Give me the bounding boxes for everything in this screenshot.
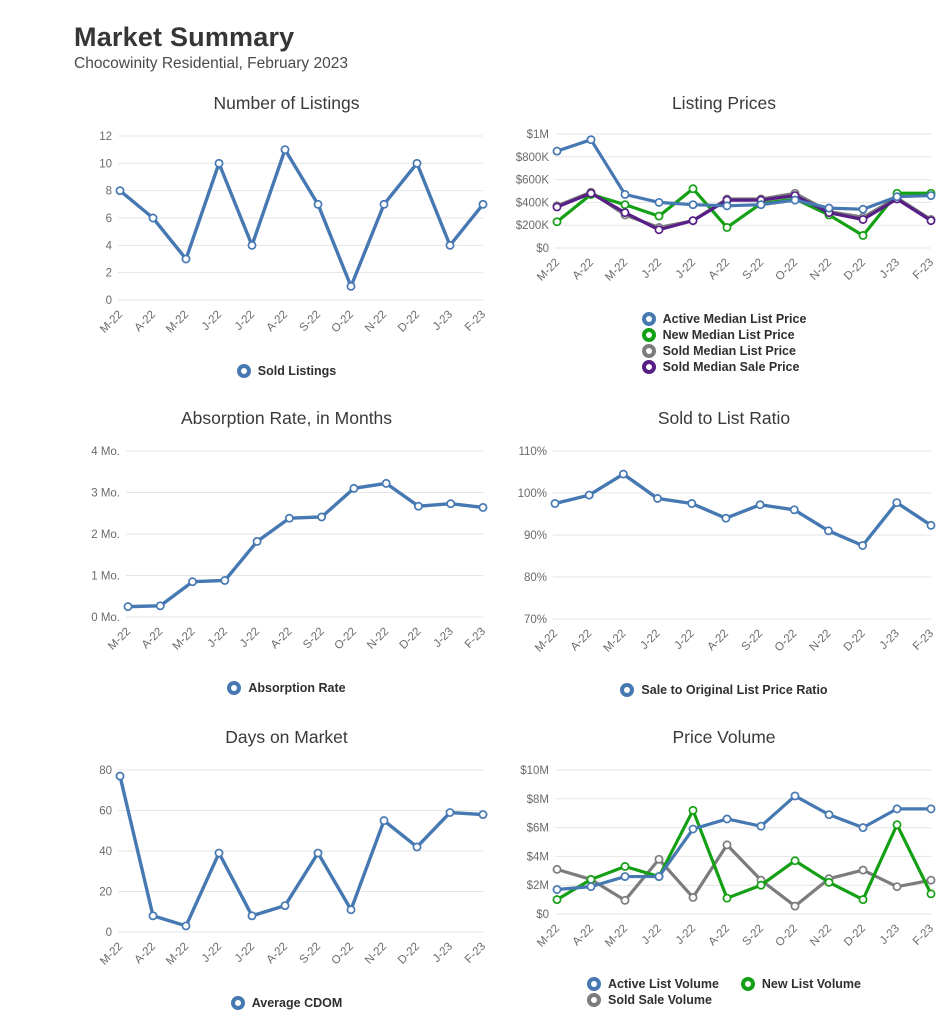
x-tick-label: D-22	[396, 940, 423, 967]
absorption-rate-plot	[74, 435, 499, 673]
data-point-marker	[723, 895, 730, 902]
x-tick-label: A-22	[570, 256, 597, 283]
x-tick-label: J-22	[639, 256, 665, 281]
y-tick-label: $8M	[526, 793, 549, 806]
x-tick-label: M-22	[164, 940, 192, 968]
chart-number-of-listings	[74, 93, 499, 378]
data-point-marker	[654, 495, 661, 502]
data-point-marker	[621, 191, 628, 198]
data-point-marker	[621, 209, 628, 216]
y-tick-label: $1M	[526, 129, 549, 141]
data-point-marker	[893, 193, 900, 200]
data-point-marker	[380, 817, 387, 824]
y-tick-label: 100%	[517, 488, 547, 500]
data-point-marker	[757, 823, 764, 830]
y-tick-label: $10M	[520, 765, 549, 777]
legend-ring-icon	[642, 328, 656, 342]
x-tick-label: J-22	[673, 922, 699, 947]
data-point-marker	[893, 883, 900, 890]
x-tick-label: M-22	[603, 922, 631, 950]
y-tick-label: 80%	[523, 572, 547, 584]
x-tick-label: M-22	[603, 256, 631, 284]
legend-item	[642, 328, 795, 342]
data-point-marker	[350, 485, 357, 492]
number-of-listings-plot	[74, 120, 499, 356]
data-point-marker	[446, 242, 453, 249]
y-tick-label: 70%	[523, 614, 547, 626]
x-tick-label: J-23	[430, 940, 456, 965]
legend-item	[642, 360, 800, 374]
y-tick-label: $400K	[515, 197, 549, 210]
y-tick-label: 2	[105, 267, 112, 280]
legend-ring-icon	[587, 993, 601, 1007]
legend-item	[741, 977, 861, 991]
legend-ring-icon	[642, 360, 656, 374]
y-tick-label: 8	[105, 185, 112, 198]
x-tick-label: D-22	[396, 308, 423, 335]
data-point-marker	[286, 515, 293, 522]
data-point-marker	[859, 542, 866, 549]
x-tick-label: S-22	[301, 625, 327, 652]
data-point-marker	[689, 201, 696, 208]
x-tick-label: N-22	[807, 627, 834, 654]
x-tick-label: N-22	[363, 940, 390, 967]
x-tick-label: J-23	[431, 625, 456, 650]
y-tick-label: $600K	[515, 174, 549, 187]
x-tick-label: J-22	[672, 627, 697, 652]
legend-item	[620, 683, 827, 697]
data-point-marker	[621, 863, 628, 870]
y-tick-label: 12	[99, 131, 112, 143]
legend-ring-icon	[642, 344, 656, 358]
x-tick-label: A-22	[568, 627, 595, 654]
data-point-marker	[479, 811, 486, 818]
data-point-marker	[553, 886, 560, 893]
x-tick-label: N-22	[808, 922, 835, 949]
data-point-marker	[689, 217, 696, 224]
x-tick-label: A-22	[570, 922, 597, 949]
data-point-marker	[825, 527, 832, 534]
data-point-marker	[621, 201, 628, 208]
data-point-marker	[927, 217, 934, 224]
chart-sold-to-list-ratio	[499, 408, 949, 697]
legend-ring-icon	[642, 312, 656, 326]
x-tick-label: A-22	[268, 625, 295, 652]
data-point-marker	[124, 603, 131, 610]
data-point-marker	[415, 503, 422, 510]
data-point-marker	[757, 201, 764, 208]
data-point-marker	[723, 202, 730, 209]
data-point-marker	[479, 504, 486, 511]
legend-item	[642, 344, 796, 358]
x-tick-label: F-23	[462, 625, 489, 651]
data-point-marker	[791, 857, 798, 864]
y-tick-label: $4M	[526, 851, 549, 864]
legend-ring-icon	[741, 977, 755, 991]
x-tick-label: J-23	[430, 308, 456, 333]
data-point-marker	[587, 876, 594, 883]
data-point-marker	[689, 825, 696, 832]
y-tick-label: 4 Mo.	[91, 446, 120, 458]
data-point-marker	[689, 185, 696, 192]
x-tick-label: M-22	[601, 627, 629, 655]
legend-ring-icon	[237, 364, 251, 378]
data-point-marker	[723, 815, 730, 822]
x-tick-label: A-22	[139, 625, 166, 652]
x-tick-label: A-22	[706, 922, 733, 949]
chart-legend	[74, 681, 499, 695]
data-point-marker	[621, 897, 628, 904]
data-point-marker	[189, 578, 196, 585]
data-point-marker	[281, 902, 288, 909]
x-tick-label: D-22	[397, 625, 424, 652]
y-tick-label: 40	[99, 846, 112, 858]
data-point-marker	[756, 501, 763, 508]
legend-ring-icon	[227, 681, 241, 695]
chart-listing-prices	[499, 93, 949, 378]
x-tick-label: F-23	[910, 256, 937, 282]
x-tick-label: S-22	[740, 922, 767, 949]
x-tick-label: J-22	[638, 627, 663, 652]
y-tick-label: 10	[99, 158, 112, 171]
x-tick-label: S-22	[739, 627, 766, 654]
data-point-marker	[655, 856, 662, 863]
data-point-marker	[655, 226, 662, 233]
y-tick-label: $0	[536, 243, 549, 255]
chart-title: Absorption Rate, in Months	[180, 408, 393, 428]
data-point-marker	[248, 912, 255, 919]
data-point-marker	[655, 212, 662, 219]
data-point-marker	[586, 492, 593, 499]
x-tick-label: O-22	[332, 625, 360, 653]
x-tick-label: M-22	[164, 308, 192, 336]
legend-ring-icon	[587, 977, 601, 991]
x-tick-label: O-22	[773, 922, 801, 950]
data-point-marker	[215, 849, 222, 856]
data-point-marker	[149, 214, 156, 221]
data-point-marker	[553, 218, 560, 225]
y-tick-label: 80	[99, 765, 112, 777]
legend-label: New Median List Price	[662, 328, 795, 342]
y-tick-label: $6M	[526, 822, 549, 835]
y-tick-label: 20	[99, 886, 112, 899]
chart-title: Price Volume	[672, 727, 776, 747]
data-point-marker	[791, 506, 798, 513]
x-tick-label: A-22	[706, 256, 733, 283]
legend-item	[587, 993, 712, 1007]
data-point-marker	[347, 906, 354, 913]
data-point-marker	[723, 224, 730, 231]
x-tick-label: M-22	[98, 940, 126, 968]
x-tick-label: O-22	[772, 627, 800, 655]
x-tick-label: M-22	[106, 625, 134, 653]
y-tick-label: 0	[105, 927, 112, 939]
data-point-marker	[620, 471, 627, 478]
x-tick-label: S-22	[297, 940, 324, 967]
data-point-marker	[791, 902, 798, 909]
x-tick-label: N-22	[363, 308, 390, 335]
data-point-marker	[447, 500, 454, 507]
x-tick-label: N-22	[365, 625, 392, 652]
chart-legend	[642, 312, 807, 374]
x-tick-label: A-22	[705, 627, 732, 654]
chart-legend	[499, 683, 949, 697]
chart-legend	[74, 996, 499, 1010]
sold-to-list-ratio-plot	[499, 435, 949, 675]
data-point-marker	[347, 283, 354, 290]
legend-item	[587, 977, 719, 991]
data-point-marker	[689, 894, 696, 901]
x-tick-label: N-22	[808, 256, 835, 283]
chart-legend	[74, 364, 499, 378]
data-point-marker	[587, 883, 594, 890]
series-line-absorption-rate	[128, 483, 483, 606]
data-point-marker	[927, 805, 934, 812]
data-point-marker	[215, 160, 222, 167]
data-point-marker	[791, 792, 798, 799]
data-point-marker	[116, 772, 123, 779]
data-point-marker	[655, 199, 662, 206]
days-on-market-plot	[74, 754, 499, 988]
data-point-marker	[314, 201, 321, 208]
data-point-marker	[859, 866, 866, 873]
y-tick-label: $2M	[526, 880, 549, 893]
data-point-marker	[723, 841, 730, 848]
legend-label: Active Median List Price	[662, 312, 807, 326]
data-point-marker	[149, 912, 156, 919]
legend-label: Sold Median List Price	[662, 344, 796, 358]
data-point-marker	[281, 146, 288, 153]
data-point-marker	[689, 807, 696, 814]
data-point-marker	[927, 877, 934, 884]
price-volume-plot	[499, 754, 949, 969]
chart-days-on-market	[74, 727, 499, 1010]
data-point-marker	[446, 809, 453, 816]
data-point-marker	[551, 500, 558, 507]
data-point-marker	[927, 890, 934, 897]
y-tick-label: 60	[99, 805, 112, 818]
x-tick-label: O-22	[329, 940, 357, 968]
data-point-marker	[859, 824, 866, 831]
legend-label: Sold Listings	[257, 364, 337, 378]
x-tick-label: J-22	[199, 308, 225, 333]
data-point-marker	[655, 873, 662, 880]
chart-title: Days on Market	[225, 727, 348, 747]
legend-label: Absorption Rate	[248, 681, 346, 695]
legend-label: New List Volume	[761, 977, 861, 991]
x-tick-label: A-22	[264, 308, 291, 335]
y-tick-label: 6	[105, 213, 112, 225]
data-point-marker	[157, 602, 164, 609]
data-point-marker	[380, 201, 387, 208]
x-tick-label: D-22	[842, 922, 869, 949]
legend-item	[642, 312, 807, 326]
x-tick-label: J-23	[877, 256, 903, 281]
data-point-marker	[553, 203, 560, 210]
data-point-marker	[859, 232, 866, 239]
x-tick-label: M-22	[535, 922, 563, 950]
y-tick-label: 1 Mo.	[91, 570, 120, 583]
x-tick-label: J-22	[205, 625, 230, 650]
data-point-marker	[318, 513, 325, 520]
x-tick-label: M-22	[98, 308, 126, 336]
data-point-marker	[927, 522, 934, 529]
y-tick-label: 0	[105, 295, 112, 307]
x-tick-label: F-23	[462, 308, 489, 334]
x-tick-label: S-22	[297, 308, 324, 335]
chart-legend	[587, 977, 861, 1007]
y-tick-label: $200K	[515, 220, 549, 233]
data-point-marker	[221, 577, 228, 584]
x-tick-label: J-22	[232, 940, 258, 965]
data-point-marker	[825, 811, 832, 818]
data-point-marker	[383, 480, 390, 487]
x-tick-label: M-22	[170, 625, 198, 653]
data-point-marker	[182, 255, 189, 262]
x-tick-label: J-22	[232, 308, 258, 333]
data-point-marker	[893, 821, 900, 828]
data-point-marker	[116, 187, 123, 194]
chart-title: Listing Prices	[671, 93, 777, 113]
x-tick-label: F-23	[910, 627, 937, 653]
y-tick-label: $800K	[515, 151, 549, 164]
x-tick-label: A-22	[132, 940, 159, 967]
legend-label: Active List Volume	[607, 977, 719, 991]
data-point-marker	[927, 192, 934, 199]
data-point-marker	[253, 538, 260, 545]
legend-ring-icon	[231, 996, 245, 1010]
data-point-marker	[314, 849, 321, 856]
legend-item	[237, 364, 336, 378]
data-point-marker	[553, 896, 560, 903]
x-tick-label: F-23	[462, 940, 489, 966]
data-point-marker	[413, 843, 420, 850]
page-title: Market Summary	[74, 22, 295, 52]
x-tick-label: D-22	[842, 256, 869, 283]
y-tick-label: $0	[536, 909, 549, 921]
series-line-sold-median-sale-price	[557, 193, 931, 229]
data-point-marker	[893, 499, 900, 506]
chart-title: Number of Listings	[213, 93, 360, 113]
data-point-marker	[688, 500, 695, 507]
data-point-marker	[413, 160, 420, 167]
data-point-marker	[757, 882, 764, 889]
legend-label: Sale to Original List Price Ratio	[641, 683, 828, 697]
x-tick-label: J-22	[673, 256, 699, 281]
y-tick-label: 4	[105, 240, 112, 253]
legend-label: Sold Sale Volume	[607, 993, 712, 1007]
legend-item	[227, 681, 345, 695]
y-tick-label: 90%	[523, 530, 547, 542]
data-point-marker	[479, 201, 486, 208]
chart-price-volume	[499, 727, 949, 1010]
y-tick-label: 2 Mo.	[91, 529, 120, 541]
data-point-marker	[248, 242, 255, 249]
y-tick-label: 0 Mo.	[91, 612, 120, 624]
x-tick-label: J-23	[877, 922, 903, 947]
x-tick-label: A-22	[264, 940, 291, 967]
data-point-marker	[859, 206, 866, 213]
data-point-marker	[893, 805, 900, 812]
x-tick-label: A-22	[132, 308, 159, 335]
x-tick-label: J-22	[639, 922, 665, 947]
legend-ring-icon	[620, 683, 634, 697]
x-tick-label: S-22	[740, 256, 767, 283]
data-point-marker	[553, 148, 560, 155]
x-tick-label: M-22	[533, 627, 561, 655]
legend-label: Sold Median Sale Price	[662, 360, 800, 374]
data-point-marker	[825, 205, 832, 212]
data-point-marker	[791, 197, 798, 204]
data-point-marker	[182, 922, 189, 929]
legend-item	[231, 996, 343, 1010]
data-point-marker	[621, 873, 628, 880]
x-tick-label: J-23	[877, 627, 902, 652]
data-point-marker	[553, 866, 560, 873]
data-point-marker	[859, 216, 866, 223]
x-tick-label: F-23	[910, 922, 937, 948]
y-tick-label: 110%	[518, 446, 547, 458]
page-header	[74, 22, 950, 73]
x-tick-label: O-22	[329, 308, 357, 336]
data-point-marker	[825, 879, 832, 886]
chart-title: Sold to List Ratio	[657, 408, 791, 428]
listing-prices-plot	[499, 120, 949, 304]
data-point-marker	[859, 896, 866, 903]
x-tick-label: J-22	[237, 625, 263, 650]
data-point-marker	[722, 515, 729, 522]
x-tick-label: M-22	[535, 256, 563, 284]
x-tick-label: O-22	[773, 256, 801, 284]
data-point-marker	[587, 136, 594, 143]
x-tick-label: J-22	[199, 940, 225, 965]
page-subtitle: Chocowinity Residential, February 2023	[74, 55, 348, 72]
x-tick-label: D-22	[841, 627, 868, 654]
chart-absorption-rate	[74, 408, 499, 697]
charts-grid	[74, 93, 950, 1010]
y-tick-label: 3 Mo.	[91, 487, 120, 500]
legend-label: Average CDOM	[251, 996, 343, 1010]
data-point-marker	[587, 190, 594, 197]
